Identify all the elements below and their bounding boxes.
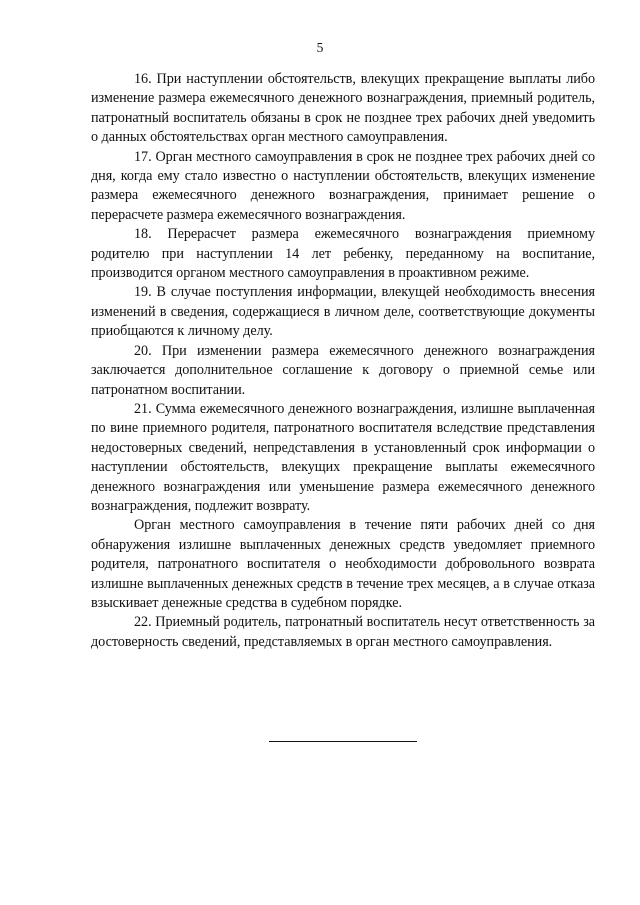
paragraph-22: 22. Приемный родитель, патронатный воспитатель несут ответственность за достоверность сведений, представляемых в орган местного самоуправления. <box>91 614 595 650</box>
paragraph-19: 19. В случае поступления информации, влекущей необходимость внесения изменений в сведения, содержащиеся в личном деле, соответствующие документы приобщаются к личному делу. <box>91 284 595 340</box>
document-body <box>91 70 595 652</box>
paragraph-18: 18. Перерасчет размера ежемесячного вознаграждения приемному родителю при наступлении 14 лет ребенку, переданному на воспитание, производится органом местного самоуправления в проактивном режиме. <box>91 226 595 282</box>
paragraph-16: 16. При наступлении обстоятельств, влекущих прекращение выплаты либо изменение размера ежемесячного денежного вознаграждения, приемный родитель, патронатный воспитатель обязаны в срок не позднее трех рабочих дней уведомить о данных обстоятельствах орган местного самоуправления. <box>91 71 595 146</box>
paragraph-21: 21. Сумма ежемесячного денежного вознаграждения, излишне выплаченная по вине приемного родителя, патронатного воспитателя вследствие представления недостоверных сведений, непредставления в установленный срок информации о наступлении обстоятельств, влекущих прекращение выплаты ежемесячного денежного вознаграждения или уменьшение размера ежемесячного денежного вознаграждения, подлежит возврату. <box>91 400 595 514</box>
end-divider-line <box>269 741 417 742</box>
page-number: 5 <box>316 40 324 55</box>
paragraph-20: 20. При изменении размера ежемесячного денежного вознаграждения заключается дополнительное соглашение к договору о приемной семье или патронатном воспитании. <box>91 342 595 398</box>
paragraph-21-continuation: Орган местного самоуправления в течение пяти рабочих дней со дня обнаружения излишне выплаченных денежных средств уведомляет приемного родителя, патронатного воспитателя о необходимости добровольного возврата излишне выплаченных денежных средств в течение трех месяцев, а в случае отказа взыскивает денежные средства в судебном порядке. <box>91 517 595 611</box>
paragraph-17: 17. Орган местного самоуправления в срок не позднее трех рабочих дней со дня, когда ему стало известно о наступлении обстоятельств, влекущих изменение размера ежемесячного денежного вознаграждения, принимает решение о перерасчете размера ежемесячного вознаграждения. <box>91 148 595 223</box>
